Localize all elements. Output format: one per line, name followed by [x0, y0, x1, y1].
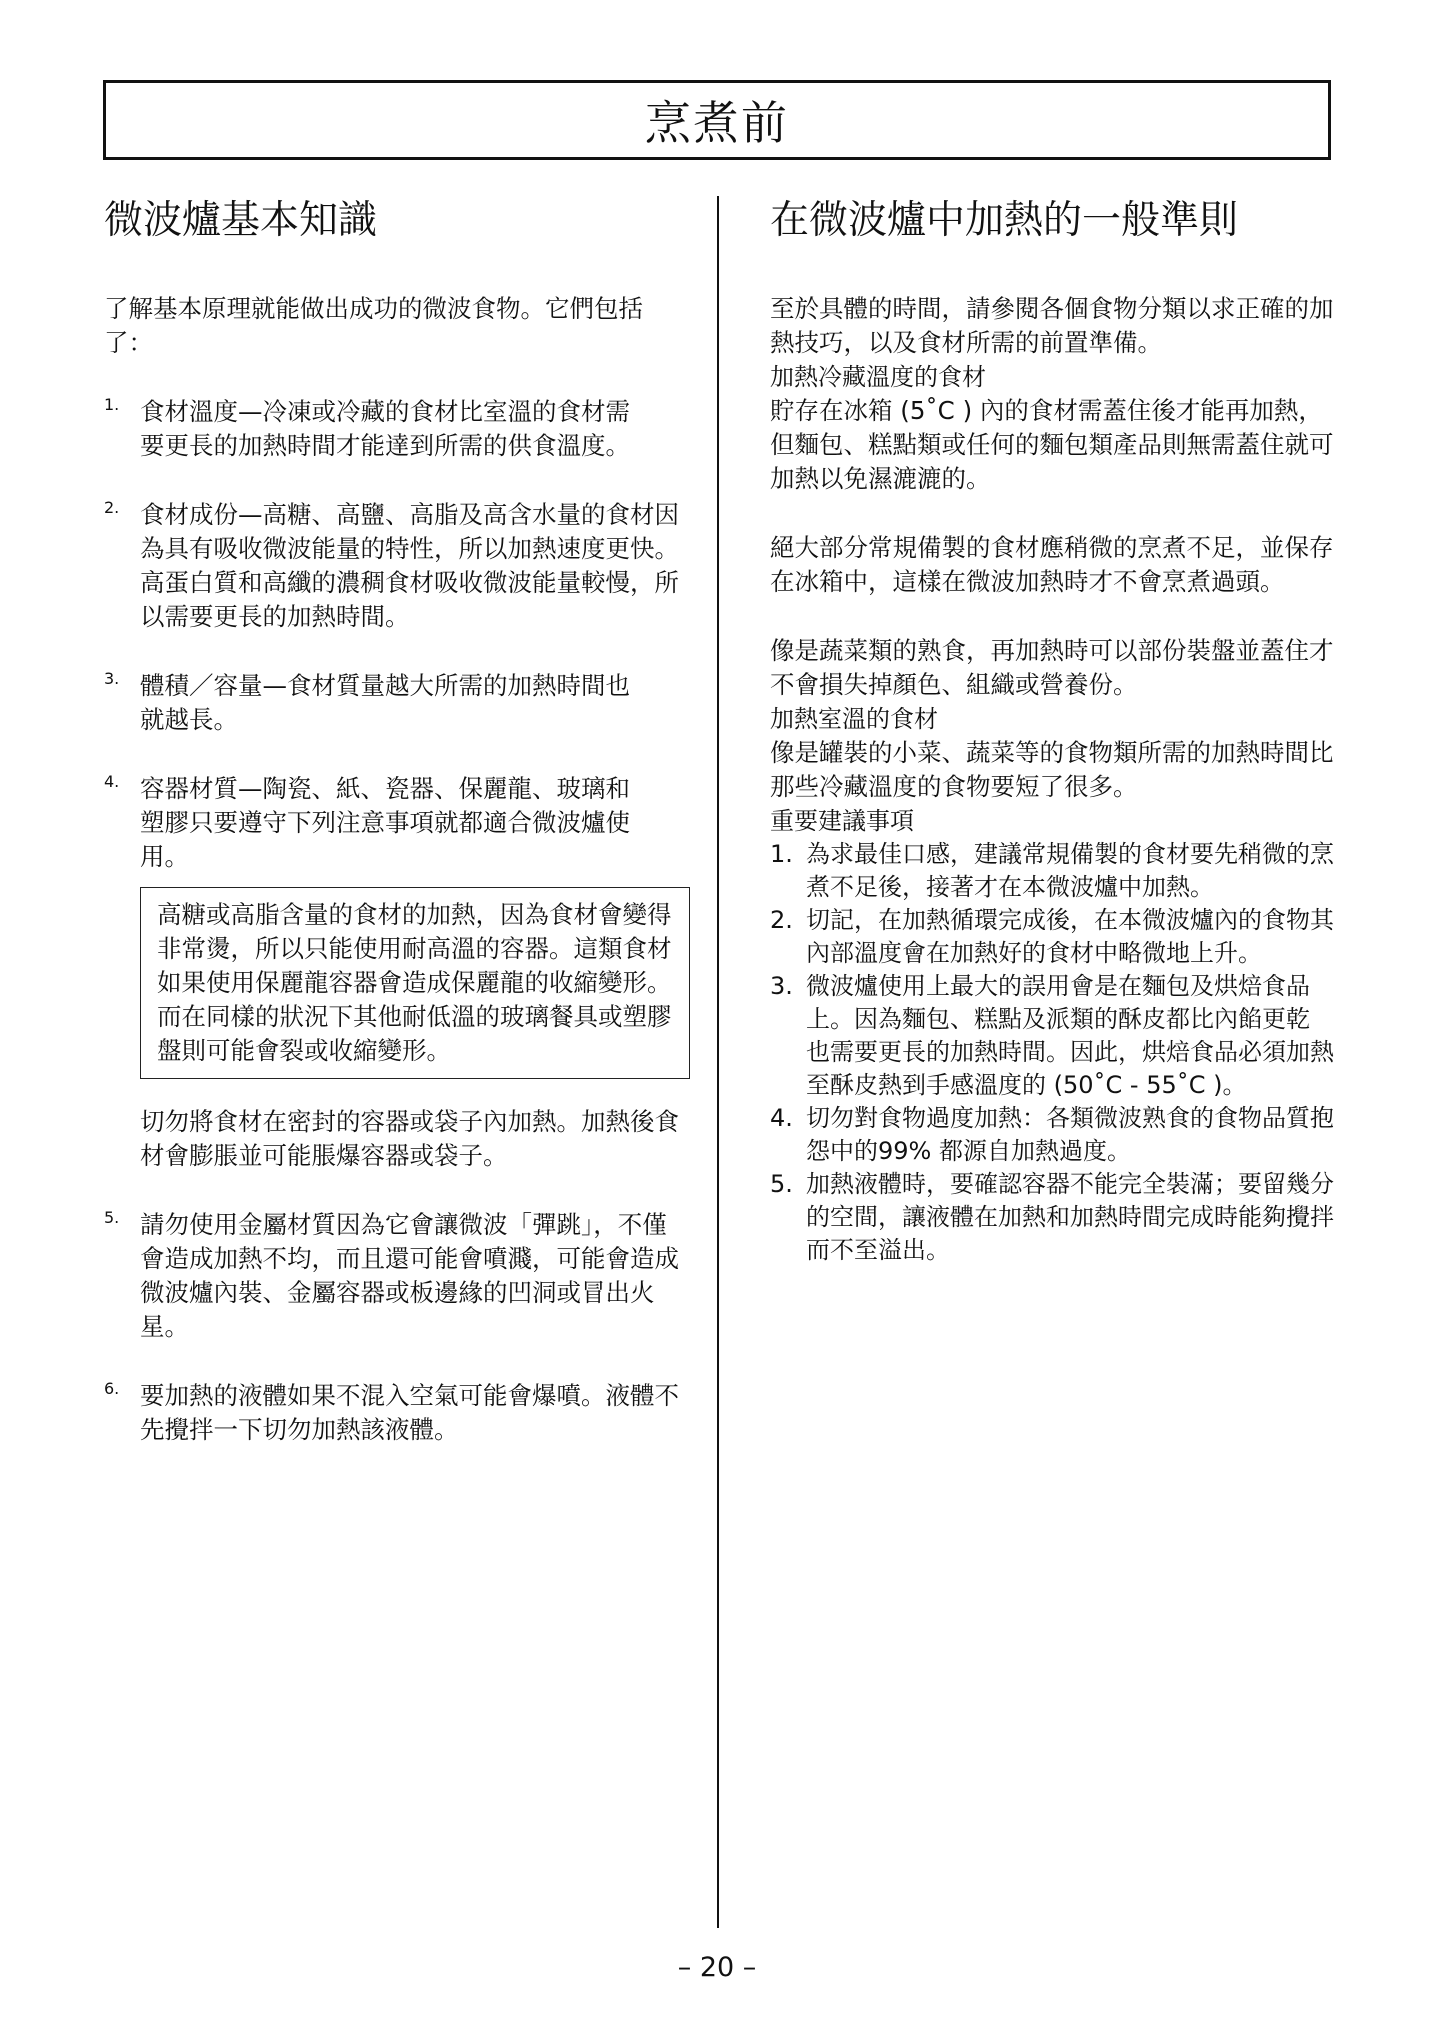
- page-number: – 20 –: [677, 1952, 757, 1983]
- undercook-paragraph: 絕大部分常規備製的食材應稍微的烹煮不足，並保存在冰箱中，這樣在微波加熱時才不會烹煮過頭。: [770, 533, 1334, 596]
- right-intro: 至於具體的時間，請參閱各個食物分類以求正確的加熱技巧，以及食材所需的前置準備。: [770, 294, 1334, 357]
- list-item-1: [104, 395, 664, 463]
- tip-item: [770, 1168, 1335, 1267]
- tip-number: 2.: [770, 906, 793, 934]
- list-item-3: [104, 669, 664, 737]
- room-temp-text: 像是罐裝的小菜、蔬菜等的食物類所需的加熱時間比那些冷藏溫度的食物要短了很多。: [770, 738, 1334, 801]
- tip-number: 3.: [770, 972, 793, 1000]
- tip-item: [770, 1102, 1335, 1168]
- page-title-box: [103, 80, 1331, 160]
- item-number: 6.: [104, 1379, 120, 1398]
- list-item-5: [104, 1208, 690, 1344]
- item-number: 1.: [104, 395, 120, 414]
- left-heading: 微波爐基本知識: [104, 198, 378, 243]
- column-divider: [717, 196, 719, 1928]
- chilled-food-title: 加熱冷藏溫度的食材: [770, 363, 986, 391]
- vegetable-paragraph: 像是蔬菜類的熟食，再加熱時可以部份裝盤並蓋住才不會損失掉顏色、組織或營養份。: [770, 636, 1334, 699]
- right-heading: 在微波爐中加熱的一般準則: [770, 198, 1239, 243]
- tip-item: [770, 838, 1335, 904]
- list-item-4: [104, 772, 664, 874]
- item-number: 3.: [104, 669, 120, 688]
- tip-item: [770, 904, 1335, 970]
- tip-text: 加熱液體時，要確認容器不能完全裝滿；要留幾分的空間，讓液體在加熱和加熱時間完成時能夠攪拌而不至溢出。: [806, 1170, 1334, 1264]
- tips-list: [770, 838, 1335, 1267]
- item-number: 5.: [104, 1208, 120, 1227]
- right-column: [770, 192, 1335, 1267]
- tip-text: 切勿對食物過度加熱：各類微波熟食的食物品質抱怨中的99% 都源自加熱過度。: [806, 1104, 1334, 1165]
- item-text: 容器材質—陶瓷、紙、瓷器、保麗龍、玻璃和塑膠只要遵守下列注意事項就都適合微波爐使用。: [140, 774, 630, 871]
- tip-number: 5.: [770, 1170, 793, 1198]
- tips-title: 重要建議事項: [770, 807, 914, 835]
- sealed-container-note: 切勿將食材在密封的容器或袋子內加熱。加熱後食材會膨脹並可能脹爆容器或袋子。: [140, 1107, 679, 1170]
- list-item-2: [104, 498, 690, 634]
- tip-item: [770, 970, 1335, 1102]
- tip-text: 切記，在加熱循環完成後，在本微波爐內的食物其內部溫度會在加熱好的食材中略微地上升。: [806, 906, 1334, 967]
- list-item-6: [104, 1379, 690, 1447]
- chilled-food-text: 貯存在冰箱 (5˚C ) 內的食材需蓋住後才能再加熱，但麵包、糕點類或任何的麵包類產品則無需蓋住就可加熱以免濕漉漉的。: [770, 396, 1334, 493]
- tip-text: 微波爐使用上最大的誤用會是在麵包及烘焙食品上。因為麵包、糕點及派類的酥皮都比內餡更乾 也需要更長的加熱時間。因此，烘焙食品必須加熱至酥皮熱到手感溫度的 (50˚C - 55˚C )。: [806, 972, 1334, 1099]
- left-intro: 了解基本原理就能做出成功的微波食物。它們包括了：: [104, 294, 643, 357]
- item-text: 要加熱的液體如果不混入空氣可能會爆噴。液體不先攪拌一下切勿加熱該液體。: [140, 1381, 679, 1444]
- item-text: 請勿使用金屬材質因為它會讓微波「彈跳」，不僅會造成加熱不均，而且還可能會噴濺，可能會造成微波爐內裝、金屬容器或板邊緣的凹洞或冒出火星。: [140, 1210, 679, 1341]
- item-number: 2.: [104, 498, 120, 517]
- room-temp-title: 加熱室溫的食材: [770, 705, 938, 733]
- item-text: 食材成份—高糖、高鹽、高脂及高含水量的食材因為具有吸收微波能量的特性，所以加熱速度更快。高蛋白質和高纖的濃稠食材吸收微波能量較慢，所以需要更長的加熱時間。: [140, 500, 679, 631]
- tip-number: 1.: [770, 840, 793, 868]
- tip-number: 4.: [770, 1104, 793, 1132]
- page-title: 烹煮前: [645, 96, 789, 150]
- caution-box: 高糖或高脂含量的食材的加熱，因為食材會變得非常燙，所以只能使用耐高溫的容器。這類食材如果使用保麗龍容器會造成保麗龍的收縮變形。而在同樣的狀況下其他耐低溫的玻璃餐具或塑膠盤則可能會裂或收縮變形。: [140, 887, 690, 1079]
- tip-text: 為求最佳口感，建議常規備製的食材要先稍微的烹煮不足後，接著才在本微波爐中加熱。: [806, 840, 1334, 901]
- left-column: [104, 192, 690, 1447]
- item-text: 食材溫度—冷凍或冷藏的食材比室溫的食材需要更長的加熱時間才能達到所需的供食溫度。: [140, 397, 630, 460]
- item-text: 體積／容量—食材質量越大所需的加熱時間也就越長。: [140, 671, 630, 734]
- item-number: 4.: [104, 772, 120, 791]
